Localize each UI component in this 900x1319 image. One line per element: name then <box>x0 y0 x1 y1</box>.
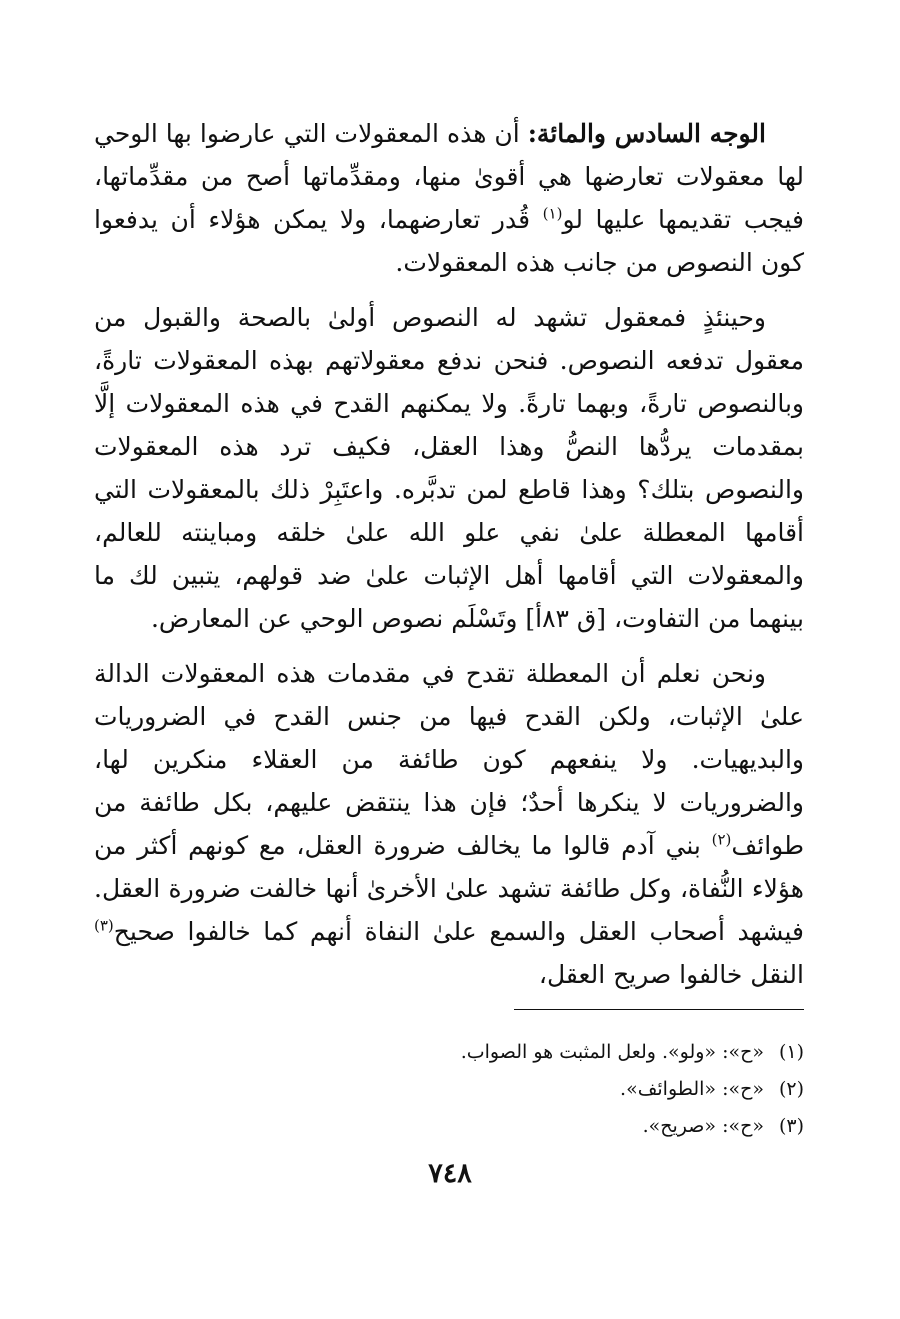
main-text <box>94 112 804 1008</box>
footnote-number: (٣) <box>778 1115 804 1137</box>
footnote-text: «ح»: «الطوائف». <box>620 1078 764 1100</box>
footnote-ref-1: (١) <box>542 204 563 223</box>
paragraph-text: النقل خالفوا صريح العقل، <box>538 960 804 989</box>
paragraph-2 <box>94 296 804 640</box>
footnote-3 <box>94 1108 804 1145</box>
paragraph-text: وحينئذٍ فمعقول تشهد له النصوص أولىٰ بالصحة والقبول من معقول تدفعه النصوص. فنحن ندفع معقولاتهم بهذه المعقولات تارةً، وبالنصوص تارةً، وبهما تارةً. ولا يمكنهم القدح في هذه المعقولات إلَّا بمقدمات يردُّها النصُّ وهذا العقل، فكيف ترد هذه المعقولات والنصوص بتلك؟ وهذا قاطع لمن تدبَّره. واعتَبِرْ ذلك بالمعقولات التي أقامها المعطلة علىٰ نفي علو الله علىٰ خلقه ومباينته للعالم، والمعقولات التي أقامها أهل الإثبات علىٰ ضد قولهم، يتبين لك ما بينهما من التفاوت، [ق ٨٣أ] وتَسْلَم نصوص الوحي عن المعارض. <box>94 303 804 633</box>
page-number: ٧٤٨ <box>428 1158 472 1189</box>
paragraph-1 <box>94 112 804 284</box>
footnotes <box>94 1034 804 1145</box>
paragraph-text: أن هذه المعقولات التي عارضوا بها الوحي لها معقولات تعارضها هي أقوىٰ منها، ومقدِّماتها أصح من مقدِّماتها، فيجب تقديمها عليها لو <box>94 119 804 234</box>
footnote-separator <box>514 1009 804 1010</box>
footnote-number: (٢) <box>778 1078 804 1100</box>
paragraph-text: ونحن نعلم أن المعطلة تقدح في مقدمات هذه المعقولات الدالة علىٰ الإثبات، ولكن القدح فيها من جنس القدح في الضروريات والبديهيات. ولا ينفعهم كون طائفة من العقلاء منكرين لها، والضروريات لا ينكرها أحدٌ؛ فإن هذا ينتقض عليهم، بكل طائفة من طوائف <box>94 659 804 860</box>
paragraph-text: بني آدم قالوا ما يخالف ضرورة العقل، مع كونهم أكثر من هؤلاء النُّفاة، وكل طائفة تشهد علىٰ الأخرىٰ أنها خالفت ضرورة العقل. فيشهد أصحاب العقل والسمع علىٰ النفاة أنهم كما خالفوا صحيح <box>94 831 804 946</box>
footnote-text: «ح»: «ولو». ولعل المثبت هو الصواب. <box>460 1041 764 1063</box>
footnote-text: «ح»: «صريح». <box>642 1115 764 1137</box>
section-heading: الوجه السادس والمائة: <box>527 119 766 148</box>
paragraph-text: قُدر تعارضهما، ولا يمكن هؤلاء أن يدفعوا كون النصوص من جانب هذه المعقولات. <box>94 205 804 277</box>
footnote-ref-2: (٢) <box>711 830 732 849</box>
footnote-ref-3: (٣) <box>94 916 114 935</box>
footnote-2 <box>94 1071 804 1108</box>
paragraph-3 <box>94 652 804 996</box>
footnote-1 <box>94 1034 804 1071</box>
footnote-number: (١) <box>778 1041 804 1063</box>
